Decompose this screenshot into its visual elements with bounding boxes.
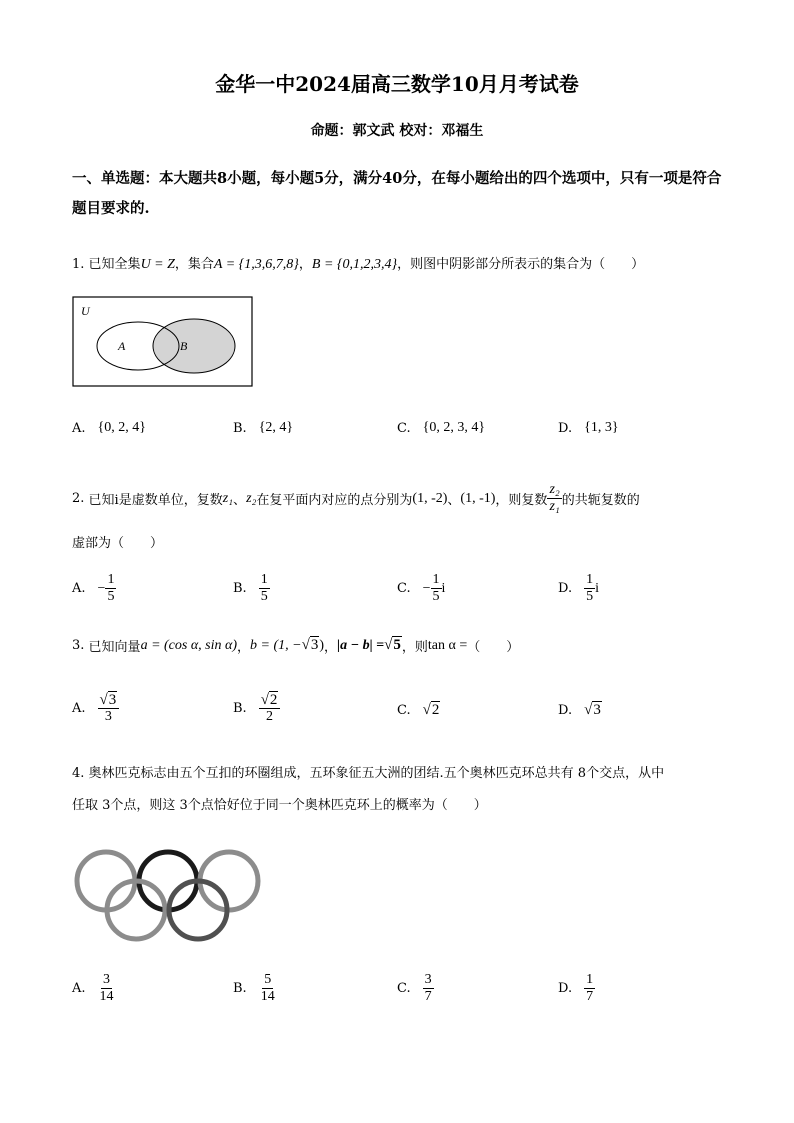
q4-option-b[interactable] [233,972,277,1005]
math-expr: |a − b| = [337,637,385,653]
q4-option-c[interactable] [397,972,434,1005]
question-number: 4. [72,766,85,781]
fraction-numerator: 5 [264,972,272,987]
question-text: （ ） [467,640,520,655]
sqrt-expr: √3 [584,702,601,718]
fraction-numerator: 1 [586,972,594,987]
fraction-denominator: z₁ [549,499,560,514]
option-label: C. [397,981,411,996]
q3-option-b[interactable] [233,692,280,725]
question-text: ，集合 [174,257,214,272]
fraction-numerator: √3 [98,692,120,709]
exam-subtitle: 命题：郭文武 校对：邓福生 [310,123,484,139]
option-suffix: i [441,580,446,596]
venn-diagram [72,296,254,388]
radicand: 3 [310,637,319,653]
fraction-denominator: 5 [432,589,440,604]
math-expr: B = {0,1,2,3,4} [311,257,398,272]
option-label: D. [558,981,573,996]
question-text: ，则 [401,640,428,655]
sqrt-expr: √3 [301,637,319,653]
question-text: ，则复数 [495,493,548,508]
fraction-numerator: 1 [107,572,115,587]
question-text: 奥林匹克标志由五个互扣的环圈组成，五环象征五大洲的团结.五个奥林匹克环总共有 8个交点，从中 [88,766,665,781]
q2-option-d[interactable] [558,572,599,605]
fraction-numerator: √2 [259,692,281,709]
exam-title: 金华一中2024届高三数学10月月考试卷 [215,72,579,96]
q2-option-b[interactable] [233,572,270,605]
q3-option-a[interactable] [72,692,119,725]
question-text: ， [324,640,338,655]
fraction [547,482,561,515]
fraction-denominator: 5 [107,589,115,604]
q2-option-a[interactable] [72,572,116,605]
fraction-numerator: 1 [432,572,440,587]
question-3-stem [72,636,519,655]
fraction-denominator: 5 [586,589,594,604]
question-text: ，则图中阴影部分所表示的集合为（ ） [397,257,645,272]
radicand: 2 [431,702,440,718]
radicand: 3 [593,702,601,718]
q1-option-c[interactable] [397,420,485,436]
option-value: {1, 3} [584,420,619,435]
option-label: B. [233,420,247,436]
option-sign: − [422,580,431,596]
question-number: 3. [72,638,85,653]
math-expr: b = (1, − [250,637,302,653]
option-label: A. [72,581,86,596]
math-expr: U = Z [140,257,175,272]
question-number: 1. [72,257,85,272]
option-suffix: i [595,580,599,596]
question-text: ， [237,640,251,655]
option-label: C. [397,581,411,596]
radicand: 3 [108,692,117,708]
q3-option-c[interactable] [397,702,440,719]
question-text: 已知向量 [88,640,141,655]
fraction-denominator: 14 [260,989,275,1004]
radicand: 5 [393,637,401,653]
math-expr: (1, -1) [460,490,496,506]
set-b-circle [153,319,235,373]
math-expr: z₂ [246,490,257,506]
question-number: 2. [72,491,85,506]
option-value: {0, 2, 3, 4} [422,420,486,435]
option-label: A. [72,420,86,436]
question-2-line2: 虚部为（ ） [72,536,164,551]
question-text: 的共轭复数的 [561,493,640,508]
q2-option-c[interactable] [397,572,445,605]
fraction-numerator: 3 [424,972,432,987]
fraction-denominator: 7 [586,989,594,1004]
question-1-stem [72,253,644,273]
question-text: 、 [447,493,461,508]
fraction-numerator: 3 [103,972,111,987]
fraction-denominator: 5 [260,589,268,604]
fraction [98,972,116,1005]
fraction-numerator: 1 [260,572,268,587]
q1-option-a[interactable] [72,420,146,436]
option-label: C. [397,703,411,718]
fraction [584,972,595,1005]
fraction-denominator: 14 [99,989,114,1004]
option-label: D. [558,703,573,718]
question-4-line1 [72,762,664,781]
question-text: 、 [233,493,247,508]
q1-option-b[interactable] [233,420,293,436]
question-text: 已知全集 [88,257,141,272]
sqrt-expr: √5 [384,637,401,653]
fraction-numerator: 1 [586,572,594,587]
fraction-denominator: 2 [266,709,274,724]
venn-u-label: U [81,304,90,318]
question-text: 已知i是虚数单位，复数 [88,493,223,508]
question-2-stem [72,482,640,515]
fraction [431,572,442,605]
option-label: B. [233,581,247,596]
fraction [584,572,595,605]
fraction [259,972,277,1005]
q3-option-d[interactable] [558,702,602,719]
math-expr: A = {1,3,6,7,8} [213,257,299,272]
q1-option-d[interactable] [558,420,619,436]
option-label: A. [72,701,86,716]
fraction-denominator: 7 [424,989,432,1004]
fraction [423,972,434,1005]
option-label: A. [72,981,86,996]
option-sign: − [97,580,106,596]
section-heading: 一、单选题：本大题共8小题，每小题5分，满分40分，在每小题给出的四个选项中，只有一项是符合题目要求的. [72,170,722,217]
option-label: C. [397,420,411,436]
math-expr: tan α = [427,637,468,653]
question-text: 在复平面内对应的点分别为 [256,493,413,508]
radicand: 2 [269,692,278,708]
fraction [98,692,120,725]
fraction [259,572,270,605]
math-expr: ) [319,637,325,653]
venn-b-label: B [180,339,188,353]
fraction [105,572,116,605]
sqrt-expr: √2 [422,702,440,718]
math-expr: a = (cos α, sin α) [140,637,238,653]
option-label: B. [233,701,247,716]
fraction-numerator: z₂ [549,482,560,497]
option-label: D. [558,581,573,596]
option-value: {0, 2, 4} [97,420,146,435]
question-text: ， [298,257,312,272]
option-label: D. [558,420,573,436]
q4-option-d[interactable] [558,972,595,1005]
math-expr: (1, -2) [412,490,448,506]
option-value: {2, 4} [258,420,294,435]
fraction-denominator: 3 [104,709,112,724]
q4-option-a[interactable] [72,972,116,1005]
fraction [259,692,281,725]
option-label: B. [233,981,247,996]
math-expr: z₁ [222,490,234,506]
question-4-line2: 任取 3个点，则这 3个点恰好位于同一个奥林匹克环上的概率为（ ） [72,798,487,813]
olympic-rings [72,846,264,944]
venn-a-label: A [118,339,126,353]
